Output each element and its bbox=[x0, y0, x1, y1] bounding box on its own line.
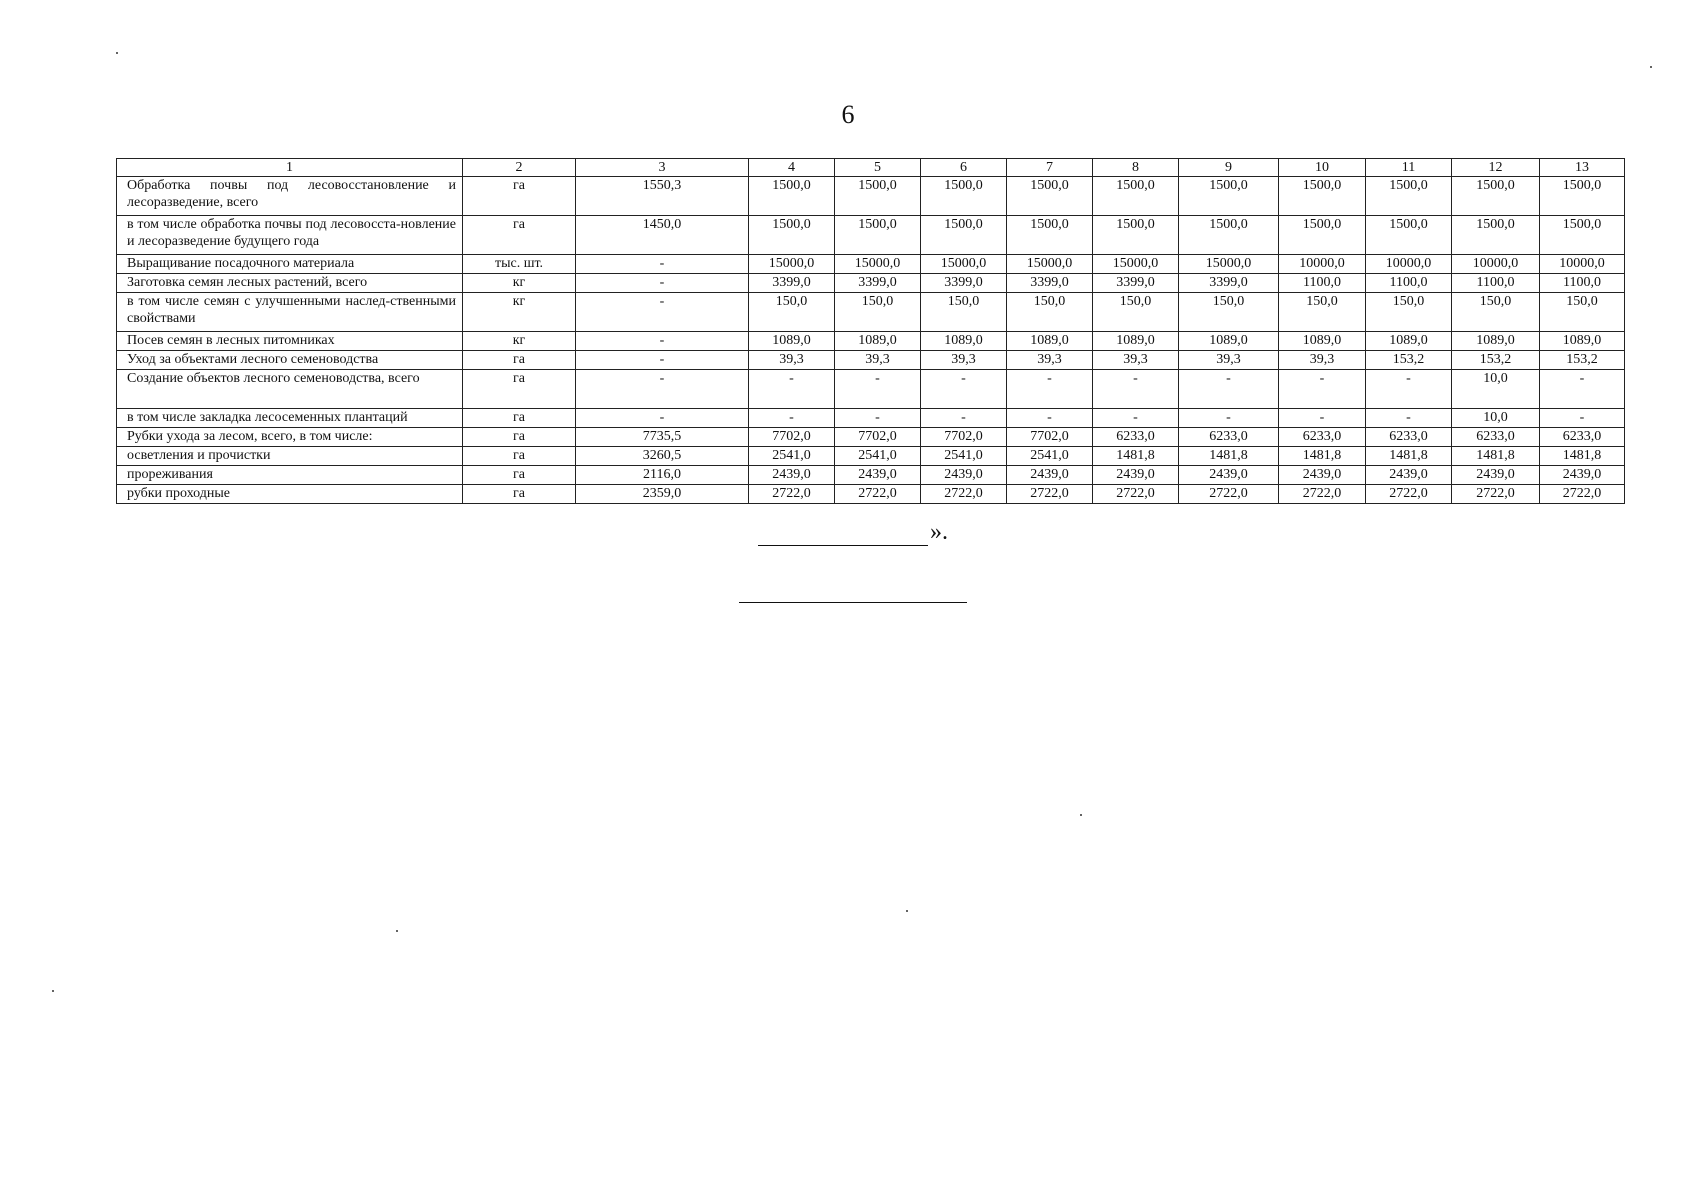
column-number: 10 bbox=[1279, 159, 1366, 177]
value-cell: 15000,0 bbox=[835, 255, 921, 274]
value-cell: 2116,0 bbox=[576, 466, 749, 485]
value-cell: 15000,0 bbox=[1179, 255, 1279, 274]
value-cell: 150,0 bbox=[749, 293, 835, 332]
value-cell: 2439,0 bbox=[835, 466, 921, 485]
value-cell: - bbox=[1279, 370, 1366, 409]
row-label: в том числе семян с улучшенными наслед-ственными свойствами bbox=[117, 293, 463, 332]
value-cell: 39,3 bbox=[1007, 351, 1093, 370]
value-cell: 1500,0 bbox=[1279, 177, 1366, 216]
column-number: 12 bbox=[1452, 159, 1540, 177]
value-cell: 2722,0 bbox=[749, 485, 835, 504]
value-cell: - bbox=[921, 409, 1007, 428]
value-cell: - bbox=[576, 370, 749, 409]
value-cell: 1500,0 bbox=[1366, 177, 1452, 216]
value-cell: - bbox=[576, 409, 749, 428]
value-cell: 1481,8 bbox=[1279, 447, 1366, 466]
value-cell: 150,0 bbox=[1540, 293, 1625, 332]
value-cell: - bbox=[1279, 409, 1366, 428]
column-number: 13 bbox=[1540, 159, 1625, 177]
value-cell: - bbox=[576, 351, 749, 370]
value-cell: 15000,0 bbox=[1093, 255, 1179, 274]
value-cell: 1500,0 bbox=[1179, 216, 1279, 255]
value-cell: 2541,0 bbox=[1007, 447, 1093, 466]
value-cell: 39,3 bbox=[1179, 351, 1279, 370]
unit-cell: кг bbox=[463, 274, 576, 293]
value-cell: 150,0 bbox=[1452, 293, 1540, 332]
closing-quote: ». bbox=[930, 519, 948, 545]
value-cell: 1500,0 bbox=[749, 216, 835, 255]
value-cell: - bbox=[1366, 409, 1452, 428]
value-cell: - bbox=[1366, 370, 1452, 409]
value-cell: 1500,0 bbox=[1093, 177, 1179, 216]
value-cell: 1500,0 bbox=[1452, 216, 1540, 255]
table-body bbox=[117, 177, 1625, 504]
table-row bbox=[117, 447, 1625, 466]
value-cell: 3399,0 bbox=[749, 274, 835, 293]
value-cell: 6233,0 bbox=[1540, 428, 1625, 447]
unit-cell: кг bbox=[463, 332, 576, 351]
value-cell: 10,0 bbox=[1452, 409, 1540, 428]
value-cell: 6233,0 bbox=[1093, 428, 1179, 447]
value-cell: 2439,0 bbox=[1452, 466, 1540, 485]
value-cell: 1089,0 bbox=[1279, 332, 1366, 351]
value-cell: 6233,0 bbox=[1452, 428, 1540, 447]
value-cell: 1089,0 bbox=[835, 332, 921, 351]
value-cell: 153,2 bbox=[1452, 351, 1540, 370]
value-cell: - bbox=[749, 409, 835, 428]
value-cell: 150,0 bbox=[1007, 293, 1093, 332]
value-cell: 1500,0 bbox=[1007, 216, 1093, 255]
value-cell: 1500,0 bbox=[749, 177, 835, 216]
value-cell: 2439,0 bbox=[749, 466, 835, 485]
column-number: 1 bbox=[117, 159, 463, 177]
value-cell: - bbox=[576, 293, 749, 332]
value-cell: 1500,0 bbox=[835, 216, 921, 255]
table-row bbox=[117, 332, 1625, 351]
table-row bbox=[117, 370, 1625, 409]
value-cell: 10000,0 bbox=[1452, 255, 1540, 274]
value-cell: 1500,0 bbox=[1540, 216, 1625, 255]
value-cell: 7702,0 bbox=[835, 428, 921, 447]
value-cell: 1100,0 bbox=[1366, 274, 1452, 293]
row-label: осветления и прочистки bbox=[117, 447, 463, 466]
row-label: рубки проходные bbox=[117, 485, 463, 504]
column-number-row bbox=[117, 159, 1625, 177]
column-number: 11 bbox=[1366, 159, 1452, 177]
column-number: 2 bbox=[463, 159, 576, 177]
value-cell: 1089,0 bbox=[749, 332, 835, 351]
value-cell: 153,2 bbox=[1540, 351, 1625, 370]
value-cell: - bbox=[576, 274, 749, 293]
column-number: 6 bbox=[921, 159, 1007, 177]
value-cell: 1500,0 bbox=[921, 216, 1007, 255]
value-cell: - bbox=[749, 370, 835, 409]
table-row bbox=[117, 466, 1625, 485]
table-row bbox=[117, 428, 1625, 447]
unit-cell: тыс. шт. bbox=[463, 255, 576, 274]
table-row bbox=[117, 216, 1625, 255]
value-cell: 2722,0 bbox=[835, 485, 921, 504]
value-cell: 1089,0 bbox=[1179, 332, 1279, 351]
table-row bbox=[117, 351, 1625, 370]
value-cell: 7702,0 bbox=[1007, 428, 1093, 447]
value-cell: - bbox=[835, 409, 921, 428]
value-cell: 7702,0 bbox=[921, 428, 1007, 447]
value-cell: 1481,8 bbox=[1452, 447, 1540, 466]
scan-speck bbox=[1080, 814, 1082, 816]
value-cell: 1089,0 bbox=[1007, 332, 1093, 351]
value-cell: 1089,0 bbox=[1540, 332, 1625, 351]
value-cell: - bbox=[1540, 370, 1625, 409]
row-label: Уход за объектами лесного семеноводства bbox=[117, 351, 463, 370]
row-label: Заготовка семян лесных растений, всего bbox=[117, 274, 463, 293]
value-cell: 1500,0 bbox=[1452, 177, 1540, 216]
scan-speck bbox=[116, 52, 118, 54]
value-cell: 1100,0 bbox=[1279, 274, 1366, 293]
value-cell: 6233,0 bbox=[1179, 428, 1279, 447]
value-cell: 2439,0 bbox=[1540, 466, 1625, 485]
value-cell: 1450,0 bbox=[576, 216, 749, 255]
column-number: 5 bbox=[835, 159, 921, 177]
table-row bbox=[117, 409, 1625, 428]
value-cell: 1481,8 bbox=[1366, 447, 1452, 466]
value-cell: 2439,0 bbox=[1007, 466, 1093, 485]
value-cell: - bbox=[1007, 409, 1093, 428]
value-cell: 1500,0 bbox=[1366, 216, 1452, 255]
value-cell: 3399,0 bbox=[1093, 274, 1179, 293]
value-cell: 39,3 bbox=[749, 351, 835, 370]
column-number: 3 bbox=[576, 159, 749, 177]
unit-cell: га bbox=[463, 409, 576, 428]
value-cell: 39,3 bbox=[921, 351, 1007, 370]
value-cell: 1500,0 bbox=[1279, 216, 1366, 255]
value-cell: 2722,0 bbox=[1179, 485, 1279, 504]
value-cell: - bbox=[576, 332, 749, 351]
column-number: 7 bbox=[1007, 159, 1093, 177]
value-cell: 1500,0 bbox=[835, 177, 921, 216]
value-cell: 1100,0 bbox=[1452, 274, 1540, 293]
value-cell: 2439,0 bbox=[1179, 466, 1279, 485]
value-cell: 2359,0 bbox=[576, 485, 749, 504]
table-row bbox=[117, 274, 1625, 293]
value-cell: 153,2 bbox=[1366, 351, 1452, 370]
value-cell: 2541,0 bbox=[835, 447, 921, 466]
value-cell: 150,0 bbox=[1279, 293, 1366, 332]
scan-speck bbox=[906, 910, 908, 912]
value-cell: 2541,0 bbox=[749, 447, 835, 466]
value-cell: 6233,0 bbox=[1366, 428, 1452, 447]
value-cell: 1089,0 bbox=[1093, 332, 1179, 351]
value-cell: 1481,8 bbox=[1179, 447, 1279, 466]
table-row bbox=[117, 255, 1625, 274]
value-cell: 2722,0 bbox=[1452, 485, 1540, 504]
scan-speck bbox=[52, 990, 54, 992]
value-cell: 1089,0 bbox=[1452, 332, 1540, 351]
value-cell: 15000,0 bbox=[921, 255, 1007, 274]
value-cell: 1100,0 bbox=[1540, 274, 1625, 293]
unit-cell: кг bbox=[463, 293, 576, 332]
row-label: в том числе закладка лесосеменных плантаций bbox=[117, 409, 463, 428]
value-cell: 150,0 bbox=[1366, 293, 1452, 332]
value-cell: 15000,0 bbox=[749, 255, 835, 274]
value-cell: 2722,0 bbox=[921, 485, 1007, 504]
value-cell: 150,0 bbox=[1179, 293, 1279, 332]
scan-speck bbox=[1650, 66, 1652, 68]
unit-cell: га bbox=[463, 351, 576, 370]
value-cell: 2722,0 bbox=[1007, 485, 1093, 504]
value-cell: 1089,0 bbox=[1366, 332, 1452, 351]
value-cell: 3399,0 bbox=[835, 274, 921, 293]
value-cell: 7702,0 bbox=[749, 428, 835, 447]
table-row bbox=[117, 293, 1625, 332]
value-cell: 150,0 bbox=[921, 293, 1007, 332]
value-cell: - bbox=[921, 370, 1007, 409]
value-cell: 2722,0 bbox=[1279, 485, 1366, 504]
closing-underline bbox=[758, 525, 928, 546]
value-cell: 1500,0 bbox=[1007, 177, 1093, 216]
value-cell: - bbox=[835, 370, 921, 409]
value-cell: 6233,0 bbox=[1279, 428, 1366, 447]
closing-mark bbox=[758, 518, 948, 546]
unit-cell: га bbox=[463, 466, 576, 485]
value-cell: 3399,0 bbox=[921, 274, 1007, 293]
value-cell: 15000,0 bbox=[1007, 255, 1093, 274]
table-row bbox=[117, 177, 1625, 216]
value-cell: 10000,0 bbox=[1540, 255, 1625, 274]
value-cell: 10,0 bbox=[1452, 370, 1540, 409]
row-label: Посев семян в лесных питомниках bbox=[117, 332, 463, 351]
unit-cell: га bbox=[463, 216, 576, 255]
column-number: 4 bbox=[749, 159, 835, 177]
unit-cell: га bbox=[463, 447, 576, 466]
value-cell: 7735,5 bbox=[576, 428, 749, 447]
row-label: прореживания bbox=[117, 466, 463, 485]
unit-cell: га bbox=[463, 370, 576, 409]
value-cell: - bbox=[1179, 370, 1279, 409]
value-cell: - bbox=[1093, 409, 1179, 428]
value-cell: 10000,0 bbox=[1279, 255, 1366, 274]
column-number: 8 bbox=[1093, 159, 1179, 177]
value-cell: 2541,0 bbox=[921, 447, 1007, 466]
value-cell: 2439,0 bbox=[1093, 466, 1179, 485]
value-cell: 1500,0 bbox=[1093, 216, 1179, 255]
end-rule bbox=[739, 602, 967, 603]
page-number: 6 bbox=[841, 100, 855, 129]
scan-speck bbox=[396, 930, 398, 932]
value-cell: 2439,0 bbox=[1279, 466, 1366, 485]
value-cell: - bbox=[1540, 409, 1625, 428]
unit-cell: га bbox=[463, 177, 576, 216]
value-cell: 1089,0 bbox=[921, 332, 1007, 351]
value-cell: - bbox=[1007, 370, 1093, 409]
unit-cell: га bbox=[463, 428, 576, 447]
value-cell: 2439,0 bbox=[1366, 466, 1452, 485]
value-cell: 2439,0 bbox=[921, 466, 1007, 485]
unit-cell: га bbox=[463, 485, 576, 504]
value-cell: 150,0 bbox=[1093, 293, 1179, 332]
value-cell: - bbox=[1093, 370, 1179, 409]
row-label: Рубки ухода за лесом, всего, в том числе: bbox=[117, 428, 463, 447]
value-cell: 1481,8 bbox=[1540, 447, 1625, 466]
value-cell: 39,3 bbox=[1093, 351, 1179, 370]
row-label: Выращивание посадочного материала bbox=[117, 255, 463, 274]
value-cell: - bbox=[576, 255, 749, 274]
table-row bbox=[117, 485, 1625, 504]
value-cell: 1500,0 bbox=[1179, 177, 1279, 216]
value-cell: 2722,0 bbox=[1366, 485, 1452, 504]
forestry-plan-table bbox=[116, 158, 1625, 504]
row-label: Создание объектов лесного семеноводства, всего bbox=[117, 370, 463, 409]
value-cell: - bbox=[1179, 409, 1279, 428]
value-cell: 1500,0 bbox=[1540, 177, 1625, 216]
value-cell: 10000,0 bbox=[1366, 255, 1452, 274]
value-cell: 2722,0 bbox=[1093, 485, 1179, 504]
value-cell: 3260,5 bbox=[576, 447, 749, 466]
value-cell: 150,0 bbox=[835, 293, 921, 332]
row-label: в том числе обработка почвы под лесовосста-новление и лесоразведение будущего года bbox=[117, 216, 463, 255]
value-cell: 1550,3 bbox=[576, 177, 749, 216]
value-cell: 3399,0 bbox=[1007, 274, 1093, 293]
value-cell: 1481,8 bbox=[1093, 447, 1179, 466]
value-cell: 39,3 bbox=[835, 351, 921, 370]
row-label: Обработка почвы под лесовосстановление и лесоразведение, всего bbox=[117, 177, 463, 216]
value-cell: 39,3 bbox=[1279, 351, 1366, 370]
value-cell: 2722,0 bbox=[1540, 485, 1625, 504]
column-number: 9 bbox=[1179, 159, 1279, 177]
value-cell: 1500,0 bbox=[921, 177, 1007, 216]
value-cell: 3399,0 bbox=[1179, 274, 1279, 293]
